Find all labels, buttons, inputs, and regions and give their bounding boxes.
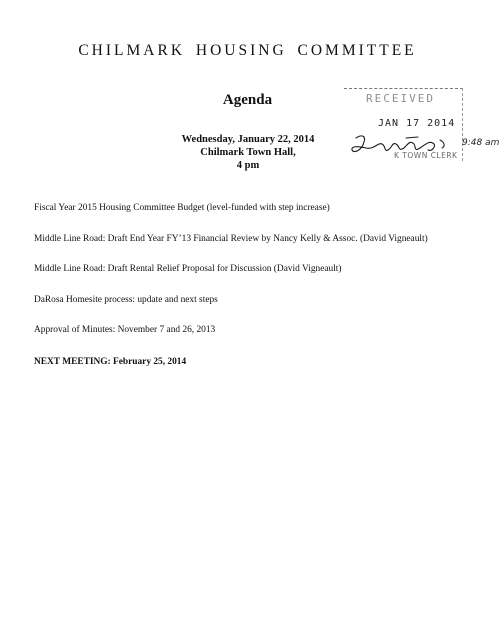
next-meeting: NEXT MEETING: February 25, 2014 — [34, 356, 187, 367]
stamp-time-note: 9:48 am — [462, 138, 499, 148]
agenda-item: Middle Line Road: Draft End Year FY’13 Financial Review by Nancy Kelly & Assoc. (David Vigneault) — [34, 233, 428, 244]
agenda-item: Fiscal Year 2015 Housing Committee Budget (level-funded with step increase) — [34, 203, 330, 213]
agenda-heading: Agenda — [222, 92, 273, 108]
agenda-items — [34, 203, 444, 368]
stamp-received-text: RECEIVED — [366, 92, 435, 105]
stamp-date: JAN 17 2014 — [378, 118, 456, 129]
meeting-location: Chilmark Town Hall, — [200, 147, 296, 158]
agenda-item: Middle Line Road: Draft Rental Relief Proposal for Discussion (David Vigneault) — [34, 264, 342, 274]
meeting-date: Wednesday, January 22, 2014 — [181, 134, 315, 145]
stamp-clerk-text: K TOWN CLERK — [394, 151, 458, 160]
agenda-item: Approval of Minutes: November 7 and 26, 2013 — [34, 325, 216, 335]
received-stamp — [344, 88, 499, 168]
organization-title: CHILMARK HOUSING COMMITTEE — [78, 42, 417, 59]
meeting-time: 4 pm — [236, 160, 260, 171]
meeting-info — [168, 133, 328, 172]
agenda-item: DaRosa Homesite process: update and next steps — [34, 294, 218, 305]
